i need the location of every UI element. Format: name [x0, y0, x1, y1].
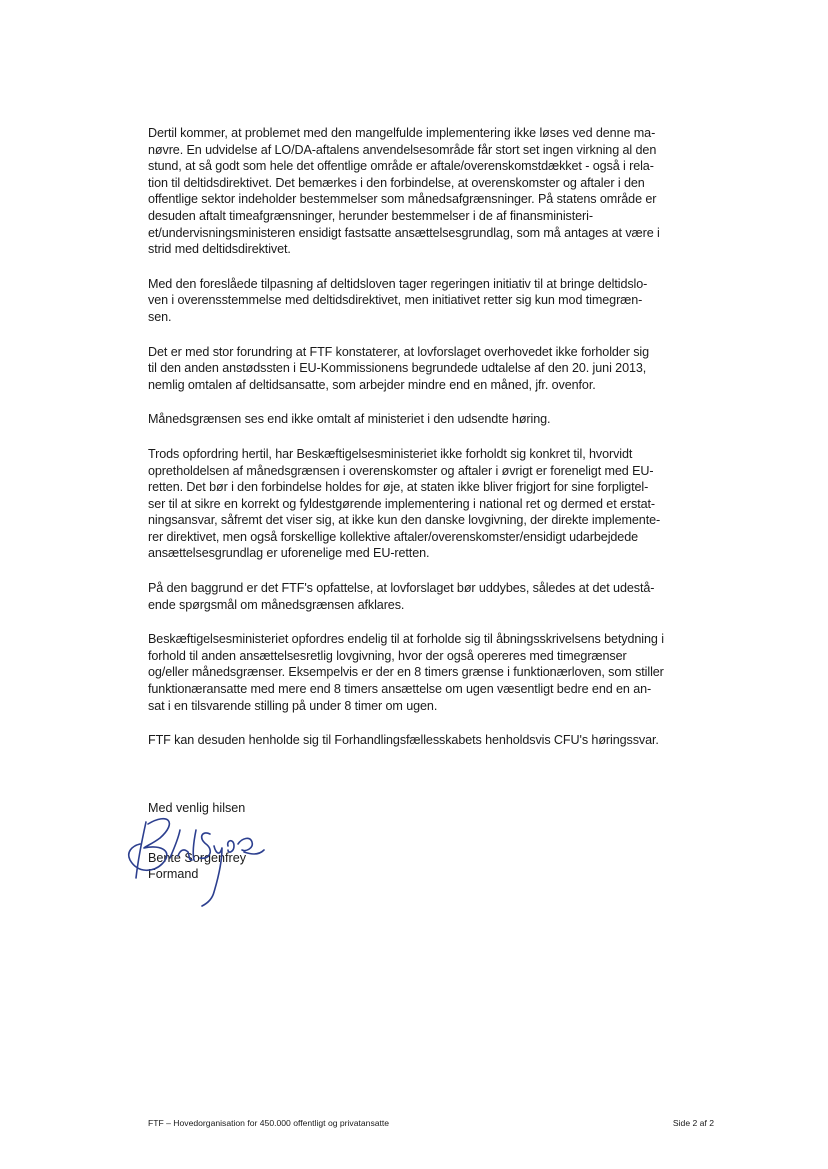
text-line: ansættelsesgrundlag er uforenelige med EU-retten.: [148, 546, 430, 561]
text-line: ven i overensstemmelse med deltidsdirektivet, men initiativet retter sig kun mod timegræn-: [148, 293, 643, 308]
paragraph: [148, 125, 708, 258]
text-line: rer direktivet, men også forskellige kollektive aftaler/overenskomster/ensidigt udarbejdede: [148, 529, 639, 544]
text-line: Beskæftigelsesministeriet opfordres endelig til at forholde sig til åbningsskrivelsens betydning i: [148, 632, 664, 647]
text-line: stund, at så godt som hele det offentlige område er aftale/overenskomstdækket - også i rela-: [148, 159, 654, 174]
text-line: et/undervisningsministeren ensidigt fastsatte ansættelsesgrundlag, som må antages at være i: [148, 225, 660, 240]
text-line: nemlig omtalen af deltidsansatte, som arbejder mindre end en måned, jfr. ovenfor.: [148, 377, 596, 392]
text-line: tion til deltidsdirektivet. Det bemærkes i den forbindelse, at overenskomster og aftaler i den: [148, 175, 645, 190]
paragraph: [148, 631, 708, 714]
text-line: strid med deltidsdirektivet.: [148, 242, 291, 257]
paragraph: [148, 580, 708, 613]
text-line: forhold til anden ansættelsesretlig lovgivning, hvor der også opereres med timegrænser: [148, 648, 627, 663]
paragraph: [148, 411, 708, 428]
text-line: offentlige sektor indeholder bestemmelser som månedsafgrænsninger. På statens område er: [148, 192, 657, 207]
text-line: opretholdelsen af månedsgrænsen i overenskomster og aftaler i øvrigt er foreneligt med EU-: [148, 463, 654, 478]
text-line: Det er med stor forundring at FTF konstaterer, at lovforslaget overhovedet ikke forholder sig: [148, 344, 649, 359]
signatory-title: Formand: [148, 867, 199, 882]
text-line: Med den foreslåede tilpasning af deltidsloven tager regeringen initiativ til at bringe deltidslo-: [148, 276, 648, 291]
closing-greeting: Med venlig hilsen: [148, 801, 246, 815]
text-line: ningsansvar, såfremt det viser sig, at ikke kun den danske lovgivning, der direkte implemente-: [148, 513, 661, 528]
signatory-name: Bente Sorgenfrey: [148, 850, 247, 865]
letter-body: [148, 125, 708, 767]
text-line: FTF kan desuden henholde sig til Forhandlingsfællesskabets henholdsvis CFU's høringssvar.: [148, 733, 659, 748]
text-line: sat i en tilsvarende stilling på under 8 timer om ugen.: [148, 698, 438, 713]
paragraph: [148, 276, 708, 326]
page-number: Side 2 af 2: [672, 1118, 714, 1128]
text-line: til den anden anstødssten i EU-Kommissionens begrundede udtalelse af den 20. juni 2013,: [148, 361, 647, 376]
text-line: sen.: [148, 309, 172, 324]
paragraph: [148, 732, 708, 749]
text-line: retten. Det bør i den forbindelse holdes for øje, at staten ikke bliver frigjort for sine forpligtel-: [148, 480, 649, 495]
text-line: Trods opfordring hertil, har Beskæftigelsesministeriet ikke forholdt sig konkret til, hvorvidt: [148, 446, 633, 461]
text-line: funktionæransatte med mere end 8 timers ansættelse om ugen væsentligt bedre end en an-: [148, 682, 652, 697]
footer-organisation: FTF – Hovedorganisation for 450.000 offentligt og privatansatte: [148, 1118, 390, 1128]
text-line: På den baggrund er det FTF's opfattelse, at lovforslaget bør uddybes, således at det udestå-: [148, 581, 655, 596]
paragraph: [148, 446, 708, 562]
text-line: ende spørgsmål om månedsgrænsen afklares.: [148, 597, 405, 612]
text-line: Dertil kommer, at problemet med den mangelfulde implementering ikke løses ved denne ma-: [148, 126, 656, 140]
paragraph: [148, 344, 708, 394]
handwritten-signature: [118, 800, 278, 910]
text-line: Månedsgrænsen ses end ikke omtalt af ministeriet i den udsendte høring.: [148, 412, 551, 427]
text-line: ser til at sikre en korrekt og fyldestgørende implementering i national ret og dermed et erstat-: [148, 496, 655, 511]
text-line: desuden aftalt timeafgrænsninger, herunder bestemmelser i de af finansministeri-: [148, 208, 593, 223]
text-line: og/eller månedsgrænser. Eksempelvis er der en 8 timers grænse i funktionærloven, som stiller: [148, 665, 664, 680]
text-line: nøvre. En udvidelse af LO/DA-aftalens anvendelsesområde får stort set ingen virkning al den: [148, 142, 657, 157]
